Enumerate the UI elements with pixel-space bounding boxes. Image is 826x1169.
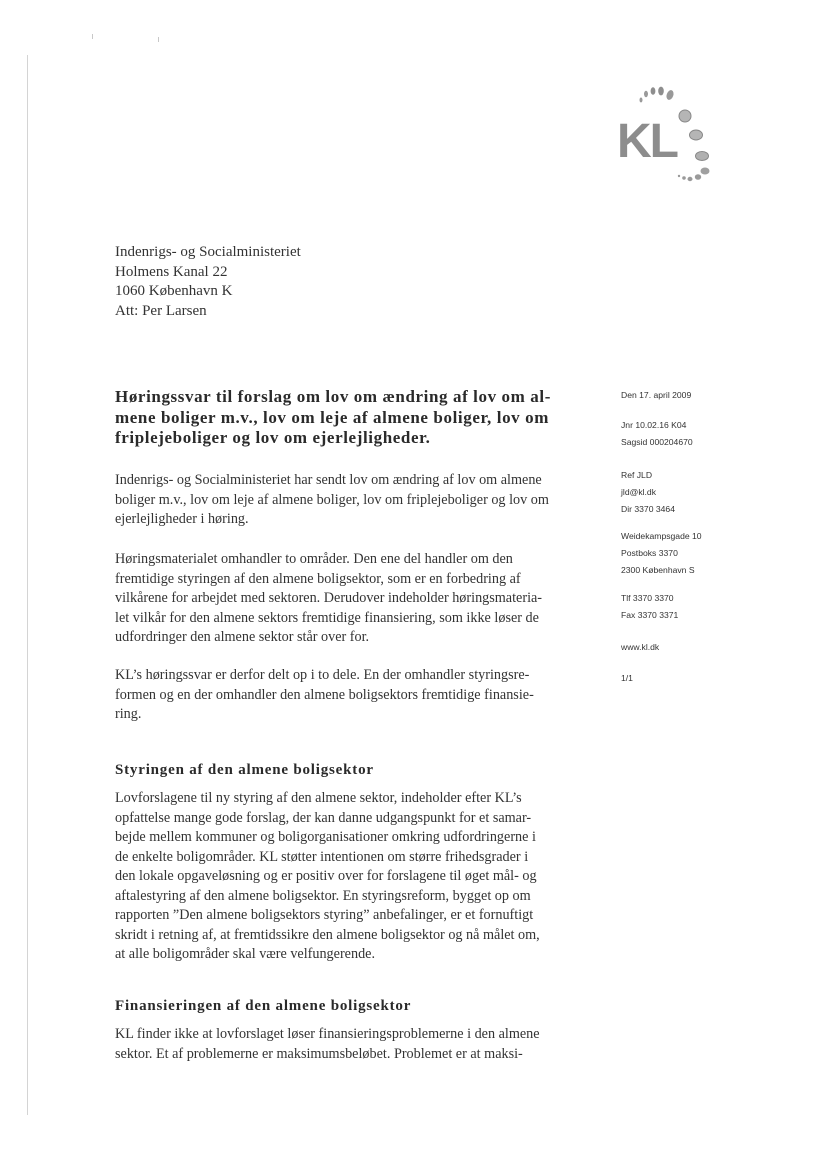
document-title (115, 387, 600, 449)
paragraph-materials (115, 550, 595, 648)
sidebar-contact (621, 467, 675, 518)
text-line: den lokale opgaveløsning og er positiv over for forslagene til øget mål- og (115, 868, 537, 884)
address-line: Holmens Kanal 22 (115, 263, 228, 280)
sidebar-jnr: Jnr 10.02.16 K04 (621, 420, 687, 430)
section-heading-finansiering: Finansieringen af den almene boligsektor (115, 998, 412, 1014)
text-line: sektor. Et af problemerne er maksimumsbeløbet. Problemet er at maksi- (115, 1045, 523, 1062)
text-line: Høringsmaterialet omhandler to områder. Den ene del handler om den (115, 551, 513, 567)
sidebar-fax: Fax 3370 3371 (621, 610, 679, 620)
text-line: skridt i retning af, at fremtidssikre den almene boligsektor og nå målet om, (115, 926, 540, 943)
sidebar-email: jld@kl.dk (621, 487, 656, 497)
text-line: bejde mellem kommuner og boligorganisationer omkring udfordringerne i (115, 829, 536, 845)
page-number: 1/1 (621, 673, 633, 683)
paragraph-finansiering (115, 1025, 595, 1064)
sidebar-web: www.kl.dk (621, 642, 660, 652)
kl-logo (600, 78, 730, 188)
sidebar-date: Den 17. april 2009 (621, 390, 692, 400)
title-line: friplejeboliger og lov om ejerlejligheder. (115, 428, 431, 447)
sidebar-ref-numbers (621, 417, 693, 451)
text-line: Lovforslagene til ny styring af den almene sektor, indeholder efter KL’s (115, 790, 522, 806)
recipient-address (115, 243, 301, 321)
text-line: udfordringer den almene sektor står over for. (115, 629, 370, 645)
sidebar-sagsid: Sagsid 000204670 (621, 437, 693, 447)
text-line: formen og en der omhandler den almene boligsektors fremtidige finansie- (115, 686, 534, 703)
text-line: KL finder ikke at lovforslaget løser finansieringsproblemerne i den almene (115, 1026, 540, 1042)
scan-speck (158, 37, 159, 42)
text-line: KL’s høringssvar er derfor delt op i to dele. En der omhandler styringsre- (115, 667, 530, 683)
title-line: mene boliger m.v., lov om leje af almene boliger, lov om (115, 407, 549, 427)
scan-margin-line (27, 55, 28, 1115)
logo-text: KL (617, 115, 677, 168)
sidebar-street: Weidekampsgade 10 (621, 531, 702, 541)
sidebar-dir: Dir 3370 3464 (621, 504, 675, 514)
text-line: ejerlejligheder i høring. (115, 511, 249, 527)
text-line: let vilkår for den almene sektors fremtidige finansiering, som ikke løser de (115, 609, 539, 626)
sidebar-page-block (621, 670, 633, 687)
text-line: aftalestyring af den almene boligsektor. En styringsreform, bygget op om (115, 887, 531, 904)
text-line: boliger m.v., lov om leje af almene boliger, lov om friplejeboliger og lov om (115, 491, 549, 508)
paragraph-structure (115, 666, 595, 725)
title-line: Høringssvar til forslag om lov om ændring af lov om al- (115, 387, 551, 406)
sidebar-ref: Ref JLD (621, 470, 653, 480)
text-line: fremtidige styringen af den almene boligsektor, som er en forbedring af (115, 570, 521, 587)
text-line: ring. (115, 706, 142, 722)
section-heading-styring: Styringen af den almene boligsektor (115, 762, 374, 778)
sidebar-tlf: Tlf 3370 3370 (621, 593, 674, 603)
sidebar-city: 2300 København S (621, 565, 695, 575)
address-line: 1060 København K (115, 283, 233, 299)
sidebar-postbox: Postboks 3370 (621, 548, 678, 558)
text-line: rapporten ”Den almene boligsektors styring” anbefalinger, er et fornuftigt (115, 907, 534, 923)
sidebar-web-block (621, 639, 659, 656)
text-line: vilkårene for arbejdet med sektoren. Derudover indeholder høringsmateria- (115, 590, 543, 606)
text-line: de enkelte boligområder. KL støtter intentionen om større frihedsgrader i (115, 848, 529, 865)
sidebar-phone (621, 590, 678, 624)
scan-speck (92, 34, 93, 39)
address-line: Att: Per Larsen (115, 302, 207, 319)
text-line: at alle boligområder skal være velfungerende. (115, 946, 376, 962)
text-line: Indenrigs- og Socialministeriet har sendt lov om ændring af lov om almene (115, 472, 542, 488)
paragraph-styring (115, 789, 595, 965)
sidebar-postal-address (621, 528, 702, 579)
sidebar-date-block (621, 387, 691, 404)
address-line: Indenrigs- og Socialministeriet (115, 244, 301, 260)
paragraph-intro (115, 471, 595, 530)
text-line: opfattelse mange gode forslag, der kan danne udgangspunkt for et samar- (115, 809, 532, 826)
